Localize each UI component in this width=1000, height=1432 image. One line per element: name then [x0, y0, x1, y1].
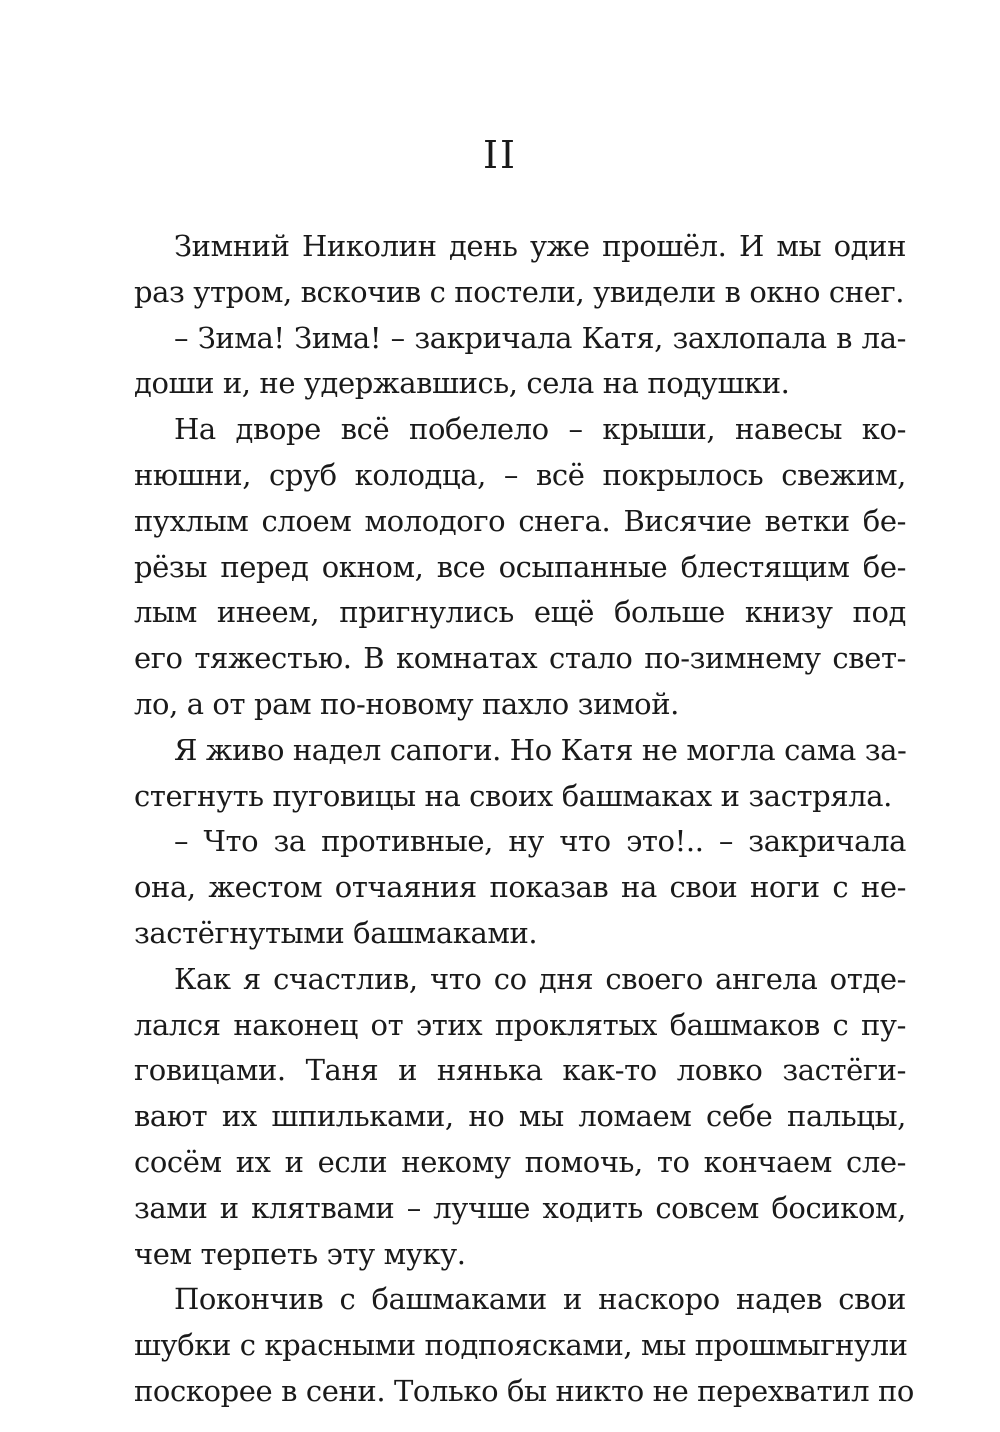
text-line: – Что за противные, ну что это!.. – закричала	[174, 824, 906, 859]
text-line: шубки с красными подпоясками, мы прошмыгнули	[134, 1328, 908, 1363]
text-line: она, жестом отчаяния показав на свои ноги с не-	[134, 870, 906, 905]
text-line: нюшни, сруб колодца, – всё покрылось свежим,	[134, 457, 906, 492]
text-line: застёгнутыми башмаками.	[134, 915, 538, 950]
text-line: его тяжестью. В комнатах стало по-зимнему свет-	[134, 641, 906, 676]
text-line: лым инеем, пригнулись ещё больше книзу под	[134, 595, 906, 630]
text-line: На дворе всё побелело – крыши, навесы ко-	[174, 412, 906, 447]
text-line: стегнуть пуговицы на своих башмаках и застряла.	[134, 778, 892, 813]
text-line: поскорее в сени. Только бы никто не перехватил по	[134, 1373, 914, 1408]
text-line: Я живо надел сапоги. Но Катя не могла сама за-	[174, 732, 907, 767]
text-line: раз утром, вскочив с постели, увидели в окно снег.	[134, 274, 905, 309]
text-line: сосём их и если некому помочь, то кончаем сле-	[134, 1144, 906, 1179]
text-line: чем терпеть эту муку.	[134, 1236, 466, 1271]
text-line: Как я счастлив, что со дня своего ангела отде-	[174, 961, 906, 996]
chapter-number: II	[482, 133, 518, 177]
text-line: пухлым слоем молодого снега. Висячие ветки бе-	[134, 503, 906, 538]
text-line: лался наконец от этих проклятых башмаков с пу-	[134, 1007, 906, 1042]
text-line: зами и клятвами – лучше ходить совсем босиком,	[134, 1190, 906, 1225]
text-line: Зимний Николин день уже прошёл. И мы один	[174, 229, 906, 263]
text-line: ло, а от рам по-новому пахло зимой.	[134, 686, 679, 721]
text-line: вают их шпильками, но мы ломаем себе пальцы,	[134, 1099, 906, 1134]
text-line: рёзы перед окном, все осыпанные блестящим бе-	[134, 549, 906, 584]
text-line: говицами. Таня и нянька как-то ловко застёги-	[134, 1053, 906, 1088]
body-text	[134, 224, 914, 1415]
text-line: – Зима! Зима! – закричала Катя, захлопала в ла-	[174, 320, 906, 355]
text-line: Покончив с башмаками и наскоро надев свои	[174, 1282, 906, 1317]
text-line: доши и, не удержавшись, села на подушки.	[134, 366, 790, 401]
